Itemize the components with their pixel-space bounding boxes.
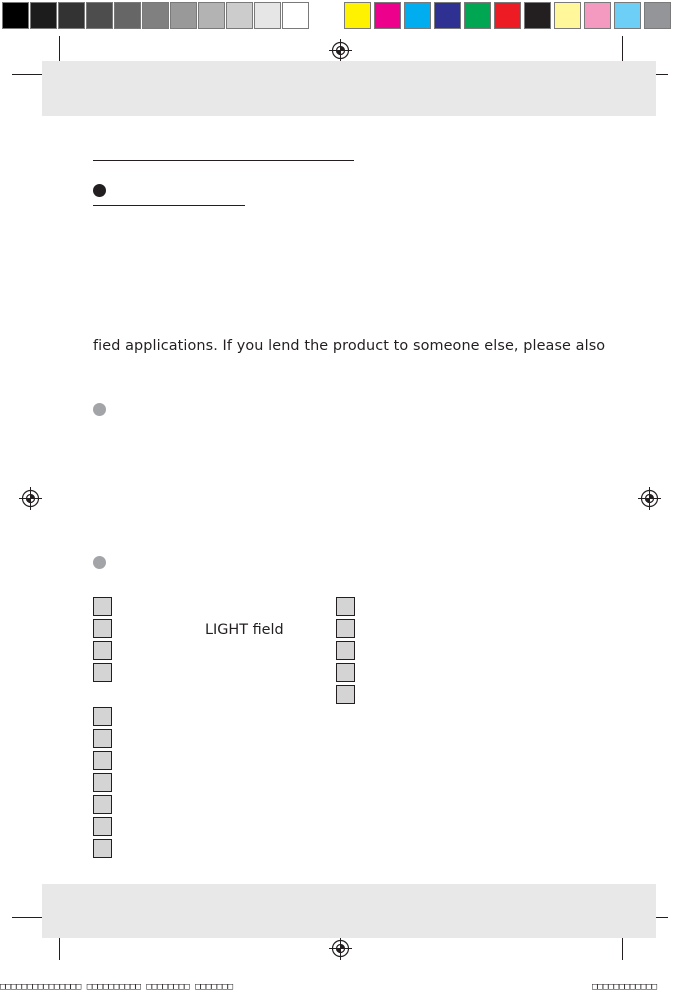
part-number-box (336, 663, 355, 682)
process-color-swatch (524, 2, 551, 29)
crop-mark (622, 36, 623, 62)
process-color-swatch (554, 2, 581, 29)
process-color-swatch (584, 2, 611, 29)
registration-mark-icon (329, 39, 352, 62)
section-rule (93, 160, 354, 161)
grayscale-swatch (198, 2, 225, 29)
grayscale-swatch (86, 2, 113, 29)
crop-mark (59, 36, 60, 62)
process-color-swatch (464, 2, 491, 29)
grayscale-swatch (254, 2, 281, 29)
circle-bullet-icon (93, 184, 106, 197)
part-number-box (93, 641, 112, 660)
process-color-swatch (374, 2, 401, 29)
crop-mark (12, 74, 44, 75)
subsection-rule (93, 205, 245, 206)
part-number-box (93, 619, 112, 638)
grayscale-swatch (226, 2, 253, 29)
circle-bullet-icon (93, 403, 106, 416)
grayscale-swatch (58, 2, 85, 29)
grayscale-swatch (30, 2, 57, 29)
part-number-box (336, 641, 355, 660)
part-number-box (93, 597, 112, 616)
part-number-box (93, 729, 112, 748)
print-slug-right: □□□□□□□□□□□□ (592, 982, 658, 992)
grayscale-swatch (282, 2, 309, 29)
process-color-swatch (614, 2, 641, 29)
process-color-swatch (344, 2, 371, 29)
process-color-swatch (404, 2, 431, 29)
grayscale-swatch (2, 2, 29, 29)
process-color-swatch (434, 2, 461, 29)
registration-mark-icon (638, 487, 661, 510)
process-color-swatch (644, 2, 671, 29)
circle-bullet-icon (93, 556, 106, 569)
part-number-box (336, 597, 355, 616)
process-color-swatch (494, 2, 521, 29)
part-number-box (93, 795, 112, 814)
grayscale-swatch (114, 2, 141, 29)
grayscale-swatch (170, 2, 197, 29)
part-number-box (93, 817, 112, 836)
part-number-box (93, 773, 112, 792)
part-number-box (336, 619, 355, 638)
grayscale-swatch (142, 2, 169, 29)
light-field-label: LIGHT field (205, 622, 284, 638)
part-number-box (93, 707, 112, 726)
crop-mark (12, 917, 44, 918)
color-calibration-bar (0, 0, 681, 30)
header-band (42, 61, 656, 116)
part-number-box (93, 839, 112, 858)
body-text-line: fied applications. If you lend the product to someone else, please also (93, 338, 606, 354)
registration-mark-icon (19, 487, 42, 510)
footer-band (42, 884, 656, 938)
part-number-box (93, 751, 112, 770)
part-number-box (336, 685, 355, 704)
registration-mark-icon (329, 937, 352, 960)
print-slug-left: □□□□□□□□□□□□□□□ □□□□□□□□□□ □□□□□□□□ □□□□□□□ (0, 982, 233, 992)
part-number-box (93, 663, 112, 682)
